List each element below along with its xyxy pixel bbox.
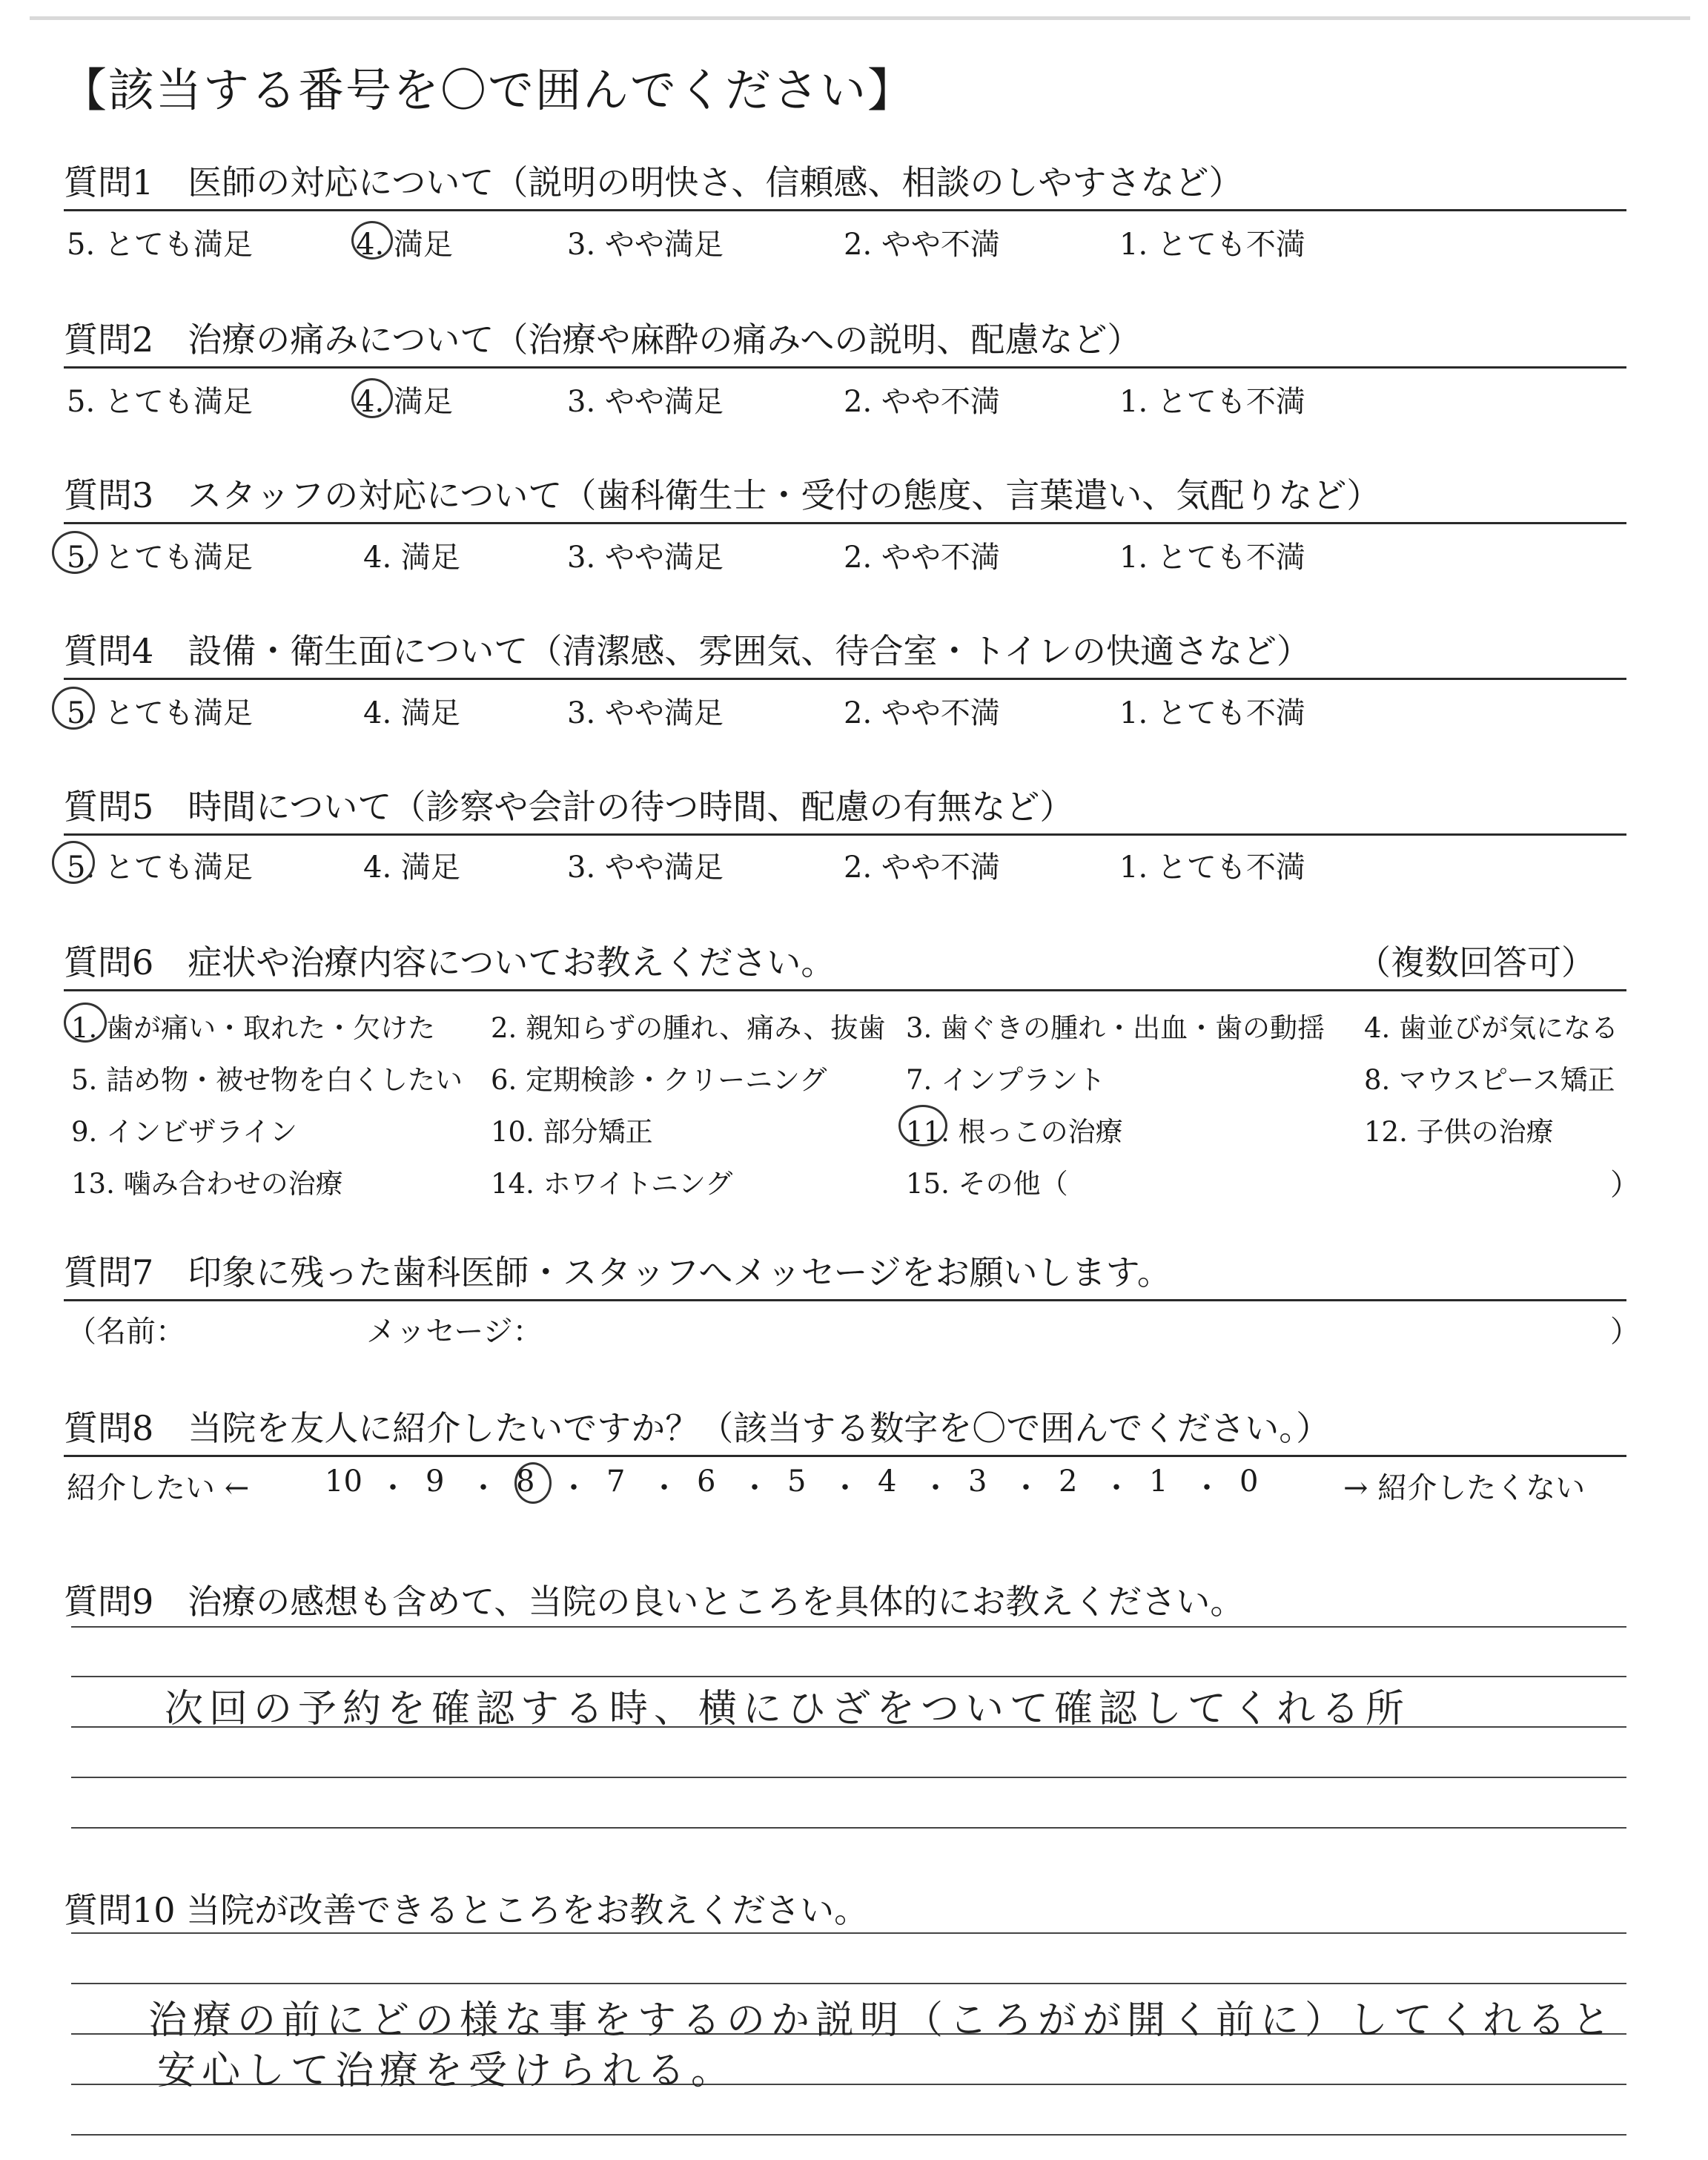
q6-selection-circle-1 — [64, 1003, 107, 1043]
q2-option-1[interactable]: 1. とても不満 — [1119, 385, 1305, 419]
q6-item-5[interactable]: 5. 詰め物・被せ物を白くしたい — [71, 1064, 463, 1096]
q7-close-paren: ） — [1610, 1315, 1640, 1349]
q6-item-4[interactable]: 4. 歯並びが気になる — [1364, 1012, 1619, 1044]
q6-other-close: ） — [1610, 1168, 1640, 1202]
q6-item-1[interactable]: 1. 歯が痛い・取れた・欠けた — [71, 1012, 436, 1044]
q8-scale-separator: ・ — [378, 1471, 408, 1505]
q9-line-4 — [71, 1777, 1626, 1778]
q1-option-3[interactable]: 3. やや満足 — [567, 228, 724, 262]
q8-scale-9[interactable]: 9 — [426, 1464, 445, 1499]
q5-option-5[interactable]: 5. とても満足 — [67, 851, 253, 885]
q8-scale-7[interactable]: 7 — [606, 1464, 626, 1499]
q7-rule — [64, 1299, 1626, 1301]
q9-line-1 — [71, 1626, 1626, 1628]
q1-option-2[interactable]: 2. やや不満 — [844, 228, 1000, 262]
q2-option-4[interactable]: 4. 満足 — [356, 385, 453, 419]
q6-item-12[interactable]: 12. 子供の治療 — [1364, 1116, 1554, 1148]
q8-scale-separator: ・ — [1192, 1471, 1222, 1505]
q6-item-10[interactable]: 10. 部分矯正 — [491, 1116, 653, 1148]
q9-answer[interactable]: 次回の予約を確認する時、横にひざをついて確認してくれる所 — [165, 1687, 1411, 1731]
page-header: 【該当する番号を〇で囲んでください】 — [61, 63, 916, 117]
q10-answer-line-1[interactable]: 治療の前にどの様な事をするのか説明（ころがが開く前に）してくれると — [148, 1998, 1617, 2043]
q10-line-1 — [71, 1932, 1626, 1934]
q10-line-5 — [71, 2134, 1626, 2136]
q8-scale-separator: ・ — [1011, 1471, 1041, 1505]
q10-title: 質問10 当院が改善できるところをお教えください。 — [64, 1890, 869, 1930]
q2-option-3[interactable]: 3. やや満足 — [567, 385, 724, 419]
q6-item-6[interactable]: 6. 定期検診・クリーニング — [491, 1064, 827, 1096]
q8-scale-1[interactable]: 1 — [1149, 1464, 1168, 1499]
q3-option-3[interactable]: 3. やや満足 — [567, 541, 724, 575]
q2-rule — [64, 366, 1626, 369]
q4-option-5[interactable]: 5. とても満足 — [67, 696, 253, 730]
q3-title: 質問3 スタッフの対応について（歯科衛生士・受付の態度、言葉遣い、気配りなど） — [64, 475, 1381, 515]
q8-scale-8[interactable]: 8 — [516, 1464, 535, 1499]
q7-title: 質問7 印象に残った歯科医師・スタッフへメッセージをお願いします。 — [64, 1252, 1171, 1292]
q3-option-2[interactable]: 2. やや不満 — [844, 541, 1000, 575]
q3-rule — [64, 522, 1626, 524]
q6-item-9[interactable]: 9. インビザライン — [71, 1116, 297, 1148]
q8-scale-0[interactable]: 0 — [1239, 1464, 1259, 1499]
q3-option-5[interactable]: 5. とても満足 — [67, 541, 253, 575]
q6-note: （複数回答可） — [1357, 942, 1595, 982]
q8-scale-6[interactable]: 6 — [697, 1464, 716, 1499]
q4-option-4[interactable]: 4. 満足 — [363, 696, 460, 730]
q3-option-4[interactable]: 4. 満足 — [363, 541, 460, 575]
q4-selection-circle — [52, 687, 95, 730]
q7-name-label[interactable]: （名前： — [67, 1315, 185, 1349]
q4-title: 質問4 設備・衛生面について（清潔感、雰囲気、待合室・トイレの快適さなど） — [64, 631, 1311, 671]
q8-rule — [64, 1455, 1626, 1457]
q5-rule — [64, 833, 1626, 836]
q2-option-2[interactable]: 2. やや不満 — [844, 385, 1000, 419]
q1-title: 質問1 医師の対応について（説明の明快さ、信頼感、相談のしやすさなど） — [64, 162, 1243, 202]
q8-scale-separator: ・ — [469, 1471, 498, 1505]
q8-right-label: → 紹介したくない — [1343, 1471, 1586, 1505]
q5-option-2[interactable]: 2. やや不満 — [844, 851, 1000, 885]
q8-title: 質問8 当院を友人に紹介したいですか？（該当する数字を〇で囲んでください。） — [64, 1408, 1331, 1448]
q5-option-1[interactable]: 1. とても不満 — [1119, 851, 1305, 885]
q8-scale-10[interactable]: 10 — [325, 1464, 363, 1499]
top-edge — [30, 16, 1690, 20]
q8-scale-3[interactable]: 3 — [968, 1464, 987, 1499]
q8-scale-separator: ・ — [1102, 1471, 1131, 1505]
q1-selection-circle — [351, 221, 393, 260]
q4-option-2[interactable]: 2. やや不満 — [844, 696, 1000, 730]
q8-left-label: 紹介したい ← — [67, 1471, 250, 1505]
q6-title: 質問6 症状や治療内容についてお教えください。 — [64, 942, 835, 982]
q1-rule — [64, 209, 1626, 211]
q6-item-13[interactable]: 13. 噛み合わせの治療 — [71, 1168, 343, 1200]
q6-item-7[interactable]: 7. インプラント — [906, 1064, 1106, 1096]
q5-selection-circle — [52, 841, 95, 884]
q9-line-5 — [71, 1827, 1626, 1829]
q6-item-8[interactable]: 8. マウスピース矯正 — [1364, 1064, 1615, 1096]
q2-selection-circle — [351, 378, 393, 418]
q8-scale-separator: ・ — [921, 1471, 950, 1505]
q4-rule — [64, 678, 1626, 680]
q6-item-2[interactable]: 2. 親知らずの腫れ、痛み、抜歯 — [491, 1012, 886, 1044]
q1-option-1[interactable]: 1. とても不満 — [1119, 228, 1305, 262]
q2-title: 質問2 治療の痛みについて（治療や麻酔の痛みへの説明、配慮など） — [64, 320, 1142, 360]
q3-selection-circle — [52, 531, 98, 574]
q6-item-15[interactable]: 15. その他（ — [906, 1168, 1068, 1200]
q8-scale-separator: ・ — [559, 1471, 589, 1505]
q1-option-5[interactable]: 5. とても満足 — [67, 228, 253, 262]
q5-option-4[interactable]: 4. 満足 — [363, 851, 460, 885]
q1-option-4[interactable]: 4. 満足 — [356, 228, 453, 262]
q3-option-1[interactable]: 1. とても不満 — [1119, 541, 1305, 575]
q8-scale-separator: ・ — [649, 1471, 679, 1505]
q6-rule — [64, 989, 1626, 991]
q8-scale-separator: ・ — [830, 1471, 860, 1505]
q6-item-11[interactable]: 11. 根っこの治療 — [906, 1116, 1123, 1148]
q5-title: 質問5 時間について（診察や会計の待つ時間、配慮の有無など） — [64, 787, 1074, 827]
q2-option-5[interactable]: 5. とても満足 — [67, 385, 253, 419]
q8-scale-4[interactable]: 4 — [878, 1464, 897, 1499]
q6-selection-circle-11 — [898, 1105, 947, 1146]
q8-selection-circle — [514, 1462, 552, 1504]
q8-scale-separator: ・ — [740, 1471, 769, 1505]
q10-answer-line-2[interactable]: 安心して治療を受けられる。 — [157, 2049, 736, 2093]
q4-option-1[interactable]: 1. とても不満 — [1119, 696, 1305, 730]
q8-scale-2[interactable]: 2 — [1059, 1464, 1078, 1499]
q4-option-3[interactable]: 3. やや満足 — [567, 696, 724, 730]
q5-option-3[interactable]: 3. やや満足 — [567, 851, 724, 885]
q8-scale-5[interactable]: 5 — [787, 1464, 807, 1499]
q6-item-3[interactable]: 3. 歯ぐきの腫れ・出血・歯の動揺 — [906, 1012, 1325, 1044]
q6-item-14[interactable]: 14. ホワイトニング — [491, 1168, 733, 1200]
q9-title: 質問9 治療の感想も含めて、当院の良いところを具体的にお教えください。 — [64, 1582, 1245, 1622]
q7-message-label[interactable]: メッセージ： — [366, 1315, 543, 1349]
q10-line-2 — [71, 1983, 1626, 1984]
